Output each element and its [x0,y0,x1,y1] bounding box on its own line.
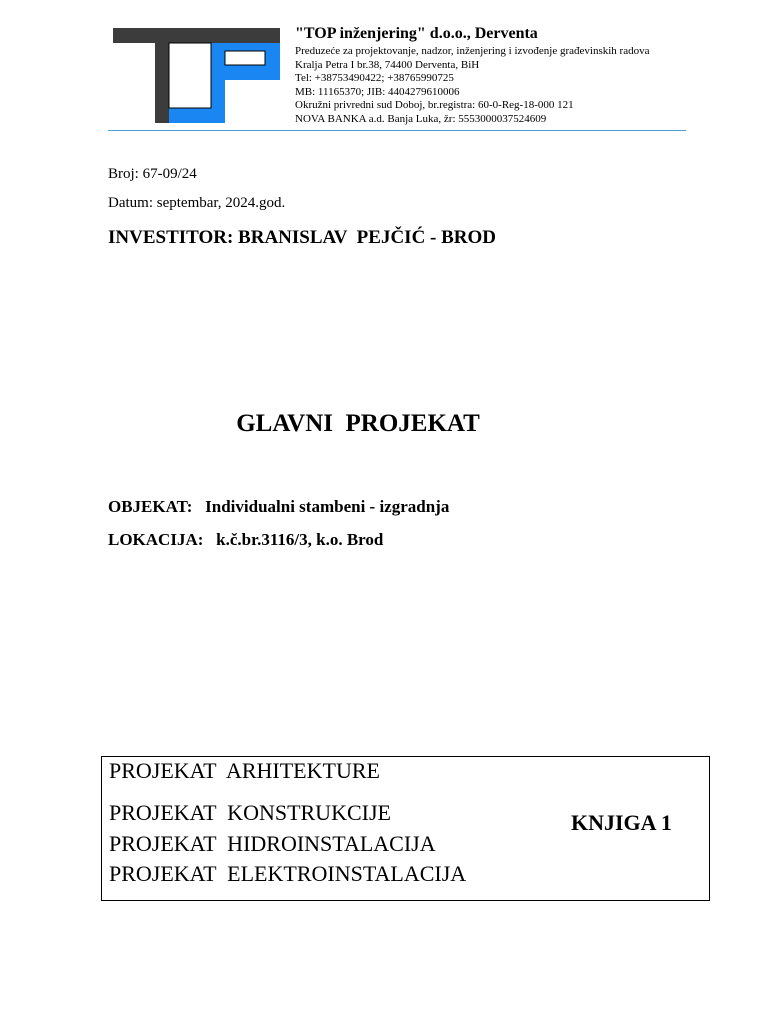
projects-box [101,756,710,901]
logo-t-bar [113,28,280,43]
location-value: k.č.br.3116/3, k.o. Brod [216,530,384,549]
project-item-plumbing: PROJEKAT HIDROINSTALACIJA [109,831,436,856]
company-ids: MB: 11165370; JIB: 4404279610006 [295,85,460,98]
project-item-electrical: PROJEKAT ELEKTROINSTALACIJA [109,861,467,886]
logo-base [169,108,225,123]
object-row [108,497,449,517]
investor: INVESTITOR: BRANISLAV PEJČIĆ - BROD [108,227,497,248]
location-row [108,530,383,550]
company-logo [113,28,280,123]
company-bank: NOVA BANKA a.d. Banja Luka, žr: 5553000037524609 [295,112,547,125]
header-divider [108,130,686,131]
company-phone: Tel: +38753490422; +38765990725 [295,72,454,84]
document-date: Datum: septembar, 2024.god. [108,195,286,211]
company-info [295,25,695,126]
company-registry: Okružni privredni sud Doboj, br.registra: 60-0-Reg-18-000 121 [295,99,574,111]
book-number: KNJIGA 1 [571,810,672,835]
object-value: Individualni stambeni - izgradnja [205,497,450,516]
company-name: "TOP inženjering" d.o.o., Derventa [295,25,538,42]
document-number: Broj: 67-09/24 [108,166,197,182]
page-title: GLAVNI PROJEKAT [236,410,480,437]
company-description: Preduzeće za projektovanje, nadzor, inženjering i izvođenje građevinskih radova [295,45,650,57]
location-label: LOKACIJA: [108,530,204,549]
project-item-architecture: PROJEKAT ARHITEKTURE [109,758,380,783]
object-label: OBJEKAT: [108,497,193,516]
company-address: Kralja Petra I br.38, 74400 Derventa, BiH [295,58,480,71]
logo-t-stem [155,43,169,123]
project-item-construction: PROJEKAT KONSTRUKCIJE [109,800,391,825]
